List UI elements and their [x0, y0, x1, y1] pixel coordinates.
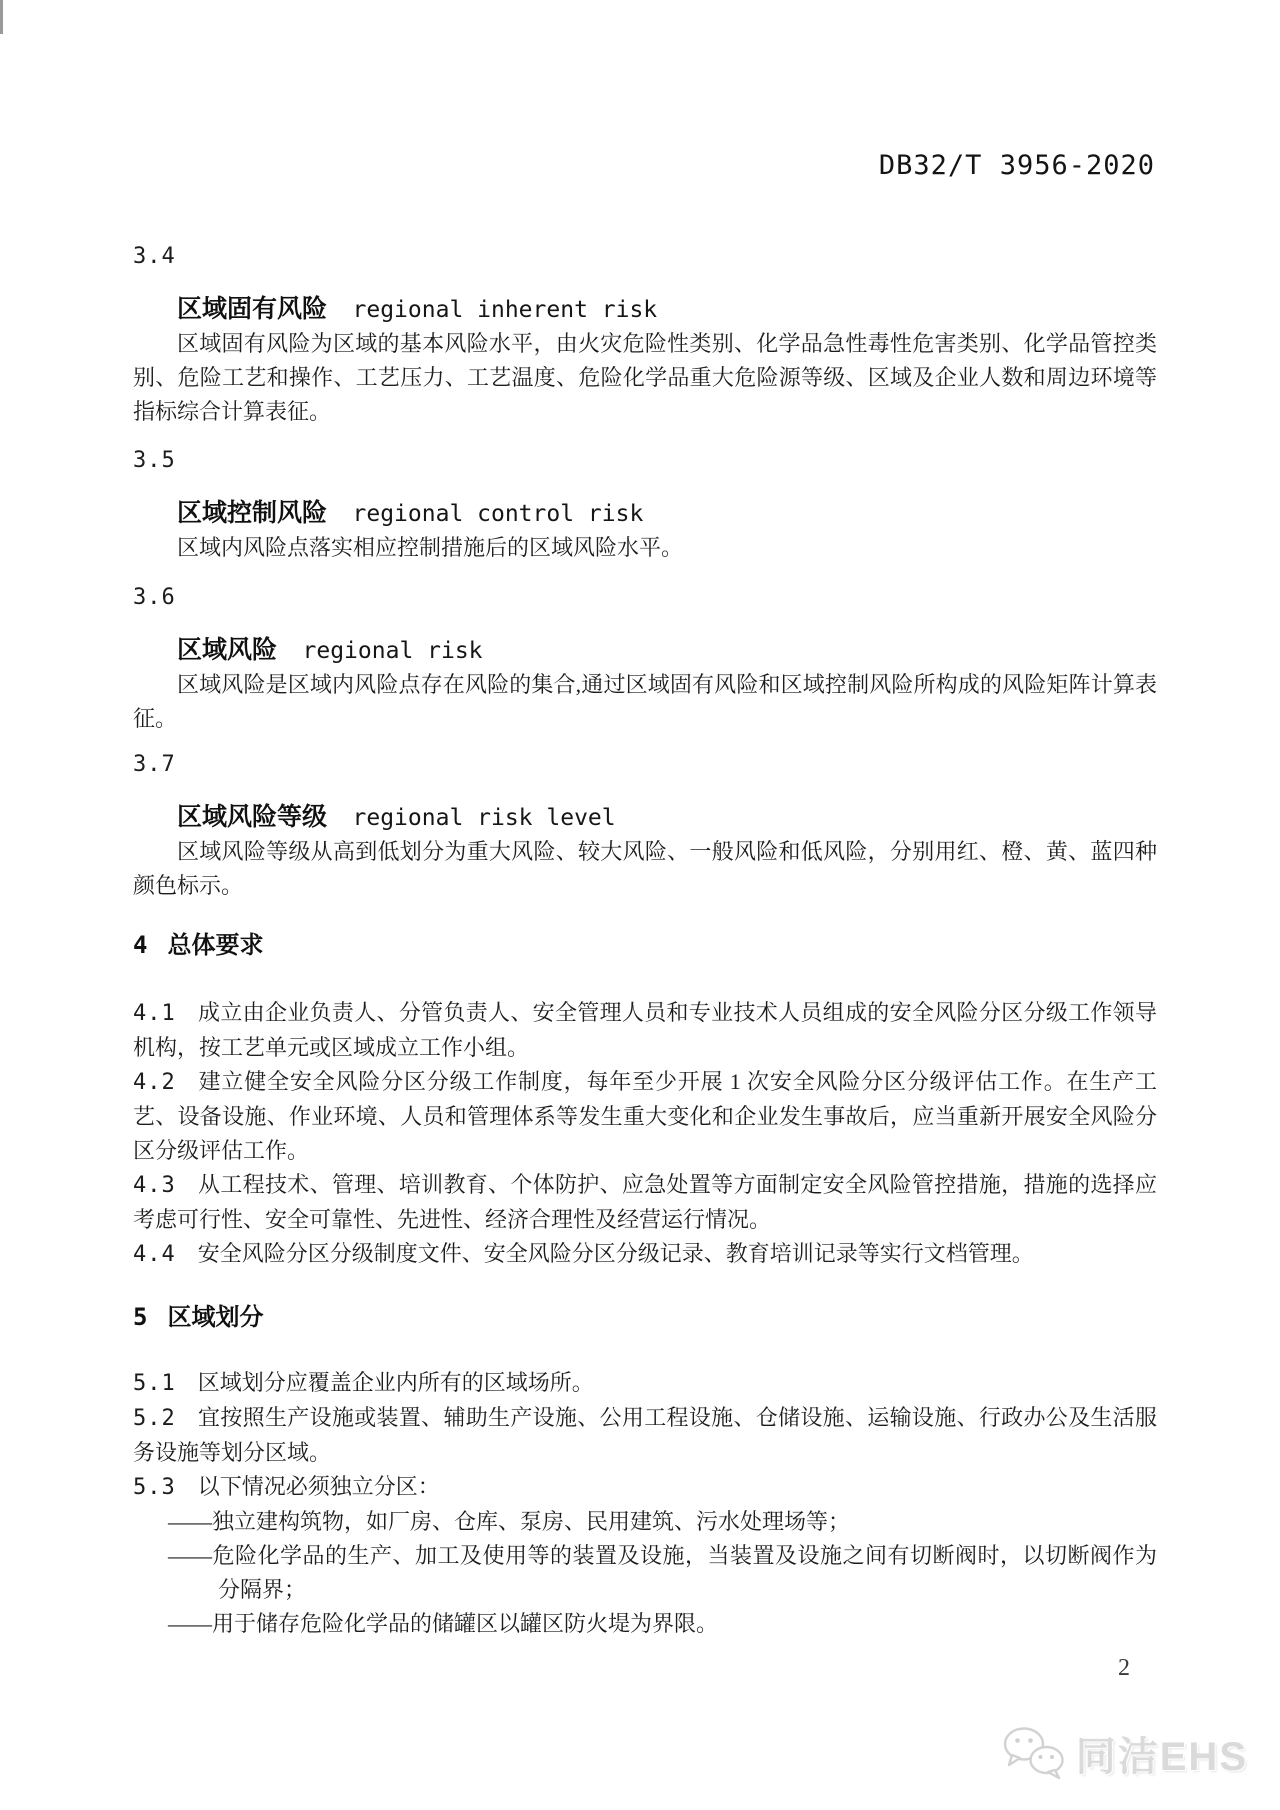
page-number: 2 — [1118, 1655, 1130, 1681]
document-code-header: DB32/T 3956-2020 — [878, 150, 1155, 181]
term-title — [133, 633, 1157, 668]
clause-number: 4.4 — [133, 1242, 176, 1267]
clause-4-3 — [133, 1168, 1157, 1237]
section-4-heading — [133, 928, 1157, 963]
term-title — [133, 496, 1157, 531]
term-title-en: regional control risk — [352, 501, 644, 527]
term-title-zh: 区域风险等级 — [177, 803, 328, 831]
term-title — [133, 800, 1157, 835]
wechat-icon — [1002, 1725, 1068, 1781]
dash-list-item: ——危险化学品的生产、加工及使用等的装置及设施，当装置及设施之间有切断阀时，以切断阀作为分隔界； — [168, 1543, 1157, 1602]
clause-text: 区域划分应覆盖企业内所有的区域场所。 — [197, 1370, 594, 1395]
clause-4-1 — [133, 996, 1157, 1065]
term-title-en: regional risk level — [352, 805, 616, 831]
term-title-en: regional risk — [302, 638, 483, 664]
term-definition: 区域风险是区域内风险点存在风险的集合,通过区域固有风险和区域控制风险所构成的风险矩阵计算表征。 — [133, 672, 1157, 731]
clause-text: 建立健全安全风险分区分级工作制度，每年至少开展 1 次安全风险分区分级评估工作。在生产工艺、设备设施、作业环境、人员和管理体系等发生重大变化和企业发生事故后，应当重新开展安全风险分区分级评估工作。 — [133, 1069, 1157, 1163]
watermark-text: 同洁EHS — [1075, 1734, 1248, 1779]
clause-text: 从工程技术、管理、培训教育、个体防护、应急处置等方面制定安全风险管控措施，措施的选择应考虑可行性、安全可靠性、先进性、经济合理性及经营运行情况。 — [133, 1172, 1157, 1232]
term-number: 3.5 — [133, 448, 176, 473]
section-5-heading — [133, 1300, 1157, 1335]
term-3-7 — [133, 748, 1157, 903]
clause-text: 宜按照生产设施或装置、辅助生产设施、公用工程设施、仓储设施、运输设施、行政办公及生活服务设施等划分区域。 — [133, 1405, 1157, 1465]
clause-text: 安全风险分区分级制度文件、安全风险分区分级记录、教育培训记录等实行文档管理。 — [197, 1241, 1034, 1266]
clause-number: 4.1 — [133, 1001, 176, 1026]
term-number: 3.7 — [133, 752, 176, 777]
clause-number: 5.3 — [133, 1475, 176, 1500]
section-title: 区域划分 — [167, 1304, 264, 1331]
scan-edge-artifact — [0, 0, 3, 34]
dash-list-item: ——用于储存危险化学品的储罐区以罐区防火堤为界限。 — [168, 1611, 719, 1636]
clause-5-2 — [133, 1401, 1157, 1470]
clause-text: 以下情况必须独立分区： — [197, 1474, 440, 1499]
footer-watermark — [1002, 1722, 1248, 1784]
clause-4-2 — [133, 1065, 1157, 1168]
term-number: 3.4 — [133, 244, 176, 269]
term-number: 3.6 — [133, 585, 176, 610]
section-number: 5 — [133, 1303, 148, 1331]
clause-5-3 — [133, 1470, 1157, 1505]
section-5-clauses — [133, 1366, 1157, 1641]
term-title-en: regional inherent risk — [352, 297, 658, 323]
term-title-zh: 区域固有风险 — [177, 295, 328, 323]
clause-5-1 — [133, 1366, 1157, 1401]
term-definition: 区域固有风险为区域的基本风险水平，由火灾危险性类别、化学品急性毒性危害类别、化学品管控类别、危险工艺和操作、工艺压力、工艺温度、危险化学品重大危险源等级、区域及企业人数和周边环境等指标综合计算表征。 — [133, 331, 1157, 424]
clause-number: 4.3 — [133, 1173, 176, 1198]
clause-text: 成立由企业负责人、分管负责人、安全管理人员和专业技术人员组成的安全风险分区分级工作领导机构，按工艺单元或区域成立工作小组。 — [133, 1000, 1157, 1060]
term-title-zh: 区域风险 — [177, 636, 278, 664]
term-definition: 区域风险等级从高到低划分为重大风险、较大风险、一般风险和低风险，分别用红、橙、黄、蓝四种颜色标示。 — [133, 839, 1157, 898]
clause-number: 5.2 — [133, 1406, 176, 1431]
dash-list-item: ——独立建构筑物，如厂房、仓库、泵房、民用建筑、污水处理场等； — [168, 1509, 851, 1534]
clause-number: 4.2 — [133, 1070, 176, 1095]
section-number: 4 — [133, 931, 148, 959]
term-title-zh: 区域控制风险 — [177, 499, 328, 527]
term-title — [133, 292, 1157, 327]
term-3-5 — [133, 444, 1157, 565]
clause-4-4 — [133, 1237, 1157, 1272]
section-title: 总体要求 — [167, 932, 264, 959]
section-4-clauses — [133, 996, 1157, 1272]
term-3-4 — [133, 240, 1157, 429]
clause-number: 5.1 — [133, 1371, 176, 1396]
term-3-6 — [133, 581, 1157, 736]
term-definition: 区域内风险点落实相应控制措施后的区域风险水平。 — [177, 535, 684, 560]
